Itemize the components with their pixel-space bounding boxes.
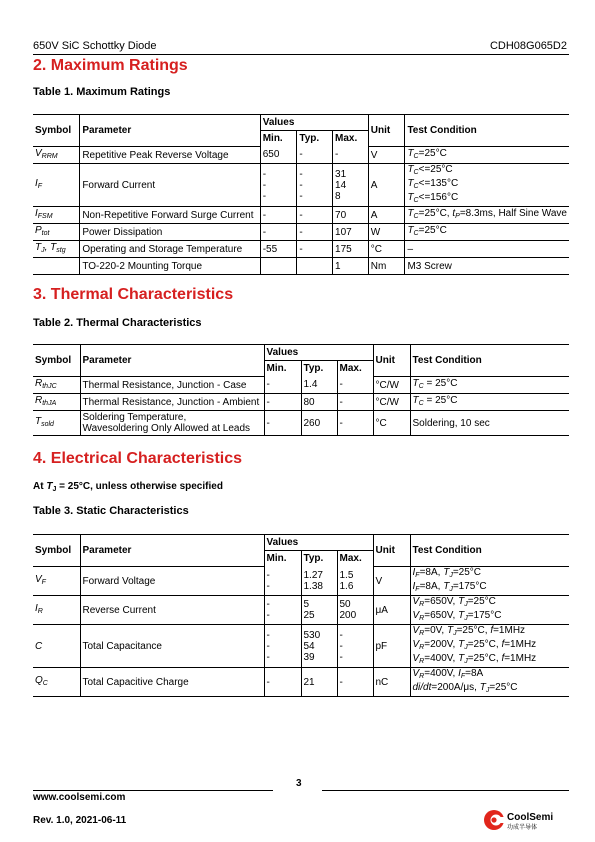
table-row [33, 207, 569, 224]
cell-parameter: Thermal Resistance, Junction - Ambient [80, 394, 264, 411]
table1-caption: Table 1. Maximum Ratings [33, 86, 171, 98]
cell-symbol: $R_{thJC}$ [33, 377, 80, 394]
thermal-table [33, 344, 569, 436]
cell-min [260, 258, 297, 275]
col-header-test-condition: Test Condition [410, 345, 569, 377]
cell-min: - - - [260, 164, 297, 207]
col-header-max: Max. [337, 361, 373, 377]
cell-min: - - [264, 567, 301, 596]
cell-min: - [264, 377, 301, 394]
footer-divider-right [322, 790, 569, 791]
cell-parameter: Operating and Storage Temperature [80, 241, 260, 258]
col-header-symbol: Symbol [33, 535, 80, 567]
col-header-parameter: Parameter [80, 345, 264, 377]
col-header-values: Values [260, 115, 368, 131]
static-characteristics-table [33, 534, 569, 697]
cell-unit: Nm [368, 258, 405, 275]
cell-max: - - - [337, 625, 373, 668]
col-header-values: Values [264, 535, 373, 551]
col-header-test-condition: Test Condition [410, 535, 569, 567]
cell-parameter: Non-Repetitive Forward Surge Current [80, 207, 260, 224]
cell-typ: 5 25 [301, 596, 337, 625]
table-row [33, 567, 569, 596]
electrical-note-sub: J [52, 486, 57, 493]
cell-parameter: Power Dissipation [80, 224, 260, 241]
header-product-name: 650V SiC Schottky Diode [33, 40, 157, 52]
cell-min: 650 [260, 147, 297, 164]
col-header-unit: Unit [368, 115, 405, 147]
cell-max: 175 [333, 241, 369, 258]
cell-unit: V [373, 567, 410, 596]
table-row [33, 164, 569, 207]
electrical-note-symbol: T [46, 481, 53, 492]
cell-test-condition: $T_C=25^\circ C$, $t_P=8.3ms$, Half Sine Wave [405, 207, 569, 224]
cell-symbol: $I_{FSM}$ [33, 207, 80, 224]
footer-website: www.coolsemi.com [33, 792, 126, 803]
cell-test-condition: M3 Screw [405, 258, 569, 275]
header-divider [33, 54, 569, 55]
cell-typ: 530 54 39 [301, 625, 337, 668]
cell-max: 50 200 [337, 596, 373, 625]
cell-unit: V [368, 147, 405, 164]
cell-max: 70 [333, 207, 369, 224]
cell-typ: 1.4 [301, 377, 337, 394]
col-header-typ: Typ. [301, 361, 337, 377]
cell-max: - [337, 411, 373, 436]
cell-test-condition: $T_C=25^\circ C$ [405, 147, 569, 164]
cell-symbol: C [33, 625, 80, 668]
cell-unit: °C/W [373, 377, 410, 394]
footer-divider-left [33, 790, 273, 791]
cell-min: - - [264, 596, 301, 625]
table3-caption: Table 3. Static Characteristics [33, 505, 189, 517]
table-row [33, 411, 569, 436]
cell-test-condition: $T_C = 25^\circ C$ [410, 377, 569, 394]
cell-symbol: $T_{sold}$ [33, 411, 80, 436]
cell-unit: μA [373, 596, 410, 625]
cell-typ: 260 [301, 411, 337, 436]
cell-min: - [264, 394, 301, 411]
cell-symbol [33, 258, 80, 275]
cell-max: 107 [333, 224, 369, 241]
electrical-note-prefix: At [33, 481, 47, 492]
col-header-parameter: Parameter [80, 535, 264, 567]
footer-revision: Rev. 1.0, 2021-06-11 [33, 815, 127, 826]
electrical-note [33, 481, 223, 493]
table-row [33, 596, 569, 625]
cell-max: - [337, 394, 373, 411]
page-number: 3 [296, 778, 302, 789]
cell-parameter: Thermal Resistance, Junction - Case [80, 377, 264, 394]
cell-symbol: $P_{tot}$ [33, 224, 80, 241]
cell-parameter: Forward Current [80, 164, 260, 207]
cell-max: 31 14 8 [333, 164, 369, 207]
col-header-symbol: Symbol [33, 115, 80, 147]
cell-typ: 21 [301, 668, 337, 697]
col-header-min: Min. [264, 361, 301, 377]
col-header-unit: Unit [373, 345, 410, 377]
cell-symbol: $Q_C$ [33, 668, 80, 697]
logo-wordmark: CoolSemi [507, 812, 554, 823]
cell-symbol: $V_F$ [33, 567, 80, 596]
cell-symbol: $T_J$, $T_{stg}$ [33, 241, 80, 258]
cell-symbol: $V_{RRM}$ [33, 147, 80, 164]
cell-parameter: Total Capacitance [80, 625, 264, 668]
cell-unit: A [368, 164, 405, 207]
col-header-max: Max. [333, 131, 369, 147]
cell-max: - [337, 377, 373, 394]
cell-min: - [264, 411, 301, 436]
cell-min: - [260, 224, 297, 241]
cell-min: - [264, 668, 301, 697]
cell-test-condition: $V_R=0V$, $T_J=25^\circ C$, f=1MHz $V_R=200V$, $T_J=25^\circ C$, f=1MHz $V_R=400V$, $T_J=25^\circ C$, f=1MHz [410, 625, 569, 668]
cell-symbol: $I_R$ [33, 596, 80, 625]
col-header-typ: Typ. [297, 131, 333, 147]
cell-parameter: Soldering Temperature, Wavesoldering Only Allowed at Leads [80, 411, 264, 436]
table2-caption: Table 2. Thermal Characteristics [33, 317, 202, 329]
cell-test-condition: $T_C=25^\circ C$ [405, 224, 569, 241]
table-row [33, 668, 569, 697]
cell-parameter: Forward Voltage [80, 567, 264, 596]
col-header-values: Values [264, 345, 373, 361]
cell-unit: °C [373, 411, 410, 436]
col-header-min: Min. [260, 131, 297, 147]
cell-typ [297, 258, 333, 275]
table-row [33, 625, 569, 668]
cell-unit: A [368, 207, 405, 224]
col-header-symbol: Symbol [33, 345, 80, 377]
cell-typ: - [297, 147, 333, 164]
cell-parameter: Repetitive Peak Reverse Voltage [80, 147, 260, 164]
cell-parameter: Total Capacitive Charge [80, 668, 264, 697]
cell-typ: - [297, 241, 333, 258]
cell-min: -55 [260, 241, 297, 258]
header-part-number: CDH08G065D2 [489, 40, 567, 52]
section-title-thermal: 3. Thermal Characteristics [33, 286, 234, 303]
cell-unit: °C/W [373, 394, 410, 411]
coolsemi-logo [483, 808, 563, 832]
col-header-typ: Typ. [301, 551, 337, 567]
col-header-parameter: Parameter [80, 115, 260, 147]
section-title-electrical: 4. Electrical Characteristics [33, 450, 243, 467]
cell-test-condition: $V_R=400V$, $I_F=8A$ di/dt=200A/μs, $T_J=25^\circ C$ [410, 668, 569, 697]
electrical-note-text: = 25°C, unless otherwise specified [59, 481, 223, 492]
cell-parameter: Reverse Current [80, 596, 264, 625]
cell-unit: nC [373, 668, 410, 697]
table-row [33, 394, 569, 411]
table-row [33, 241, 569, 258]
cell-unit: pF [373, 625, 410, 668]
cell-test-condition: $I_F=8A$, $T_J=25^\circ C$ $I_F=8A$, $T_J=175^\circ C$ [410, 567, 569, 596]
cell-test-condition: $T_C<=25^\circ C$ $T_C<=135^\circ C$ $T_C<=156^\circ C$ [405, 164, 569, 207]
cell-typ: 1.27 1.38 [301, 567, 337, 596]
max-ratings-table [33, 114, 569, 275]
cell-min: - [260, 207, 297, 224]
cell-symbol: $R_{thJA}$ [33, 394, 80, 411]
cell-typ: - [297, 207, 333, 224]
cell-max: 1.5 1.6 [337, 567, 373, 596]
cell-max: - [337, 668, 373, 697]
cell-parameter: TO-220-2 Mounting Torque [80, 258, 260, 275]
cell-min: - - - [264, 625, 301, 668]
cell-typ: - [297, 224, 333, 241]
table-row [33, 377, 569, 394]
cell-test-condition: Soldering, 10 sec [410, 411, 569, 436]
table-row [33, 258, 569, 275]
coolsemi-logo-icon [483, 808, 563, 832]
cell-test-condition: $V_R=650V$, $T_J=25^\circ C$ $V_R=650V$, $T_J=175^\circ C$ [410, 596, 569, 625]
col-header-unit: Unit [373, 535, 410, 567]
section-title-max-ratings: 2. Maximum Ratings [33, 57, 188, 74]
cell-typ: - - - [297, 164, 333, 207]
col-header-test-condition: Test Condition [405, 115, 569, 147]
table-row [33, 147, 569, 164]
cell-max: - [333, 147, 369, 164]
cell-test-condition: $T_C = 25^\circ C$ [410, 394, 569, 411]
cell-max: 1 [333, 258, 369, 275]
table-row [33, 224, 569, 241]
cell-test-condition: – [405, 241, 569, 258]
logo-subtitle: 功成半导体 [507, 824, 538, 831]
cell-typ: 80 [301, 394, 337, 411]
col-header-max: Max. [337, 551, 373, 567]
cell-unit: °C [368, 241, 405, 258]
cell-symbol: $I_F$ [33, 164, 80, 207]
cell-unit: W [368, 224, 405, 241]
col-header-min: Min. [264, 551, 301, 567]
